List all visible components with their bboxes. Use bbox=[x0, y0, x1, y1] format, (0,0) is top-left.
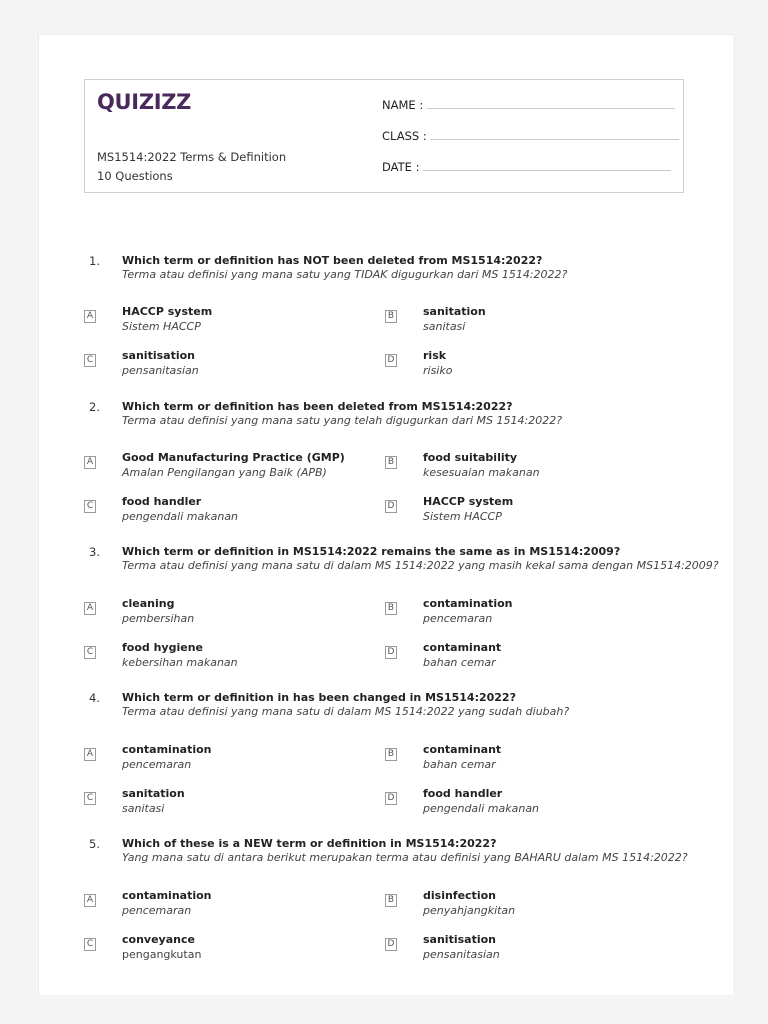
question-text: Which term or definition in MS1514:2022 remains the same as in MS1514:2009? bbox=[122, 545, 621, 558]
option-translation: pencemaran bbox=[122, 758, 192, 771]
option-letter-box: C bbox=[84, 792, 96, 805]
option-term: Good Manufacturing Practice (GMP) bbox=[122, 451, 345, 464]
option-translation: bahan cemar bbox=[423, 758, 496, 771]
question-translation: Terma atau definisi yang mana satu di dalam MS 1514:2022 yang masih kekal sama dengan MS1514:2009? bbox=[122, 559, 719, 572]
option-term: contamination bbox=[423, 597, 513, 610]
option-term: cleaning bbox=[122, 597, 175, 610]
option-term: disinfection bbox=[423, 889, 496, 902]
option-term: conveyance bbox=[122, 933, 195, 946]
option-term: sanitation bbox=[122, 787, 185, 800]
option-translation: sanitasi bbox=[122, 802, 165, 815]
option-translation: pensanitasian bbox=[423, 948, 500, 961]
question-translation: Terma atau definisi yang mana satu yang telah digugurkan dari MS 1514:2022? bbox=[122, 414, 563, 427]
date-field bbox=[382, 160, 671, 174]
option-term: food handler bbox=[423, 787, 503, 800]
option-translation: kebersihan makanan bbox=[122, 656, 238, 669]
option-letter-box: A bbox=[84, 456, 96, 469]
option-letter-box: B bbox=[385, 894, 397, 907]
option-letter-box: D bbox=[385, 792, 397, 805]
question-text: Which of these is a NEW term or definition in MS1514:2022? bbox=[122, 837, 497, 850]
option-letter-box: C bbox=[84, 938, 96, 951]
option-translation: Sistem HACCP bbox=[122, 320, 201, 333]
option-term: contaminant bbox=[423, 743, 502, 756]
question-number: 1. bbox=[89, 254, 100, 268]
option-letter-box: C bbox=[84, 500, 96, 513]
option-translation: bahan cemar bbox=[423, 656, 496, 669]
option-letter-box: B bbox=[385, 456, 397, 469]
option-letter-box: D bbox=[385, 646, 397, 659]
question-number: 4. bbox=[89, 691, 100, 705]
name-field bbox=[382, 98, 675, 112]
option-translation: penyahjangkitan bbox=[423, 904, 516, 917]
question-translation: Terma atau definisi yang mana satu yang TIDAK digugurkan dari MS 1514:2022? bbox=[122, 268, 568, 281]
option-translation: pensanitasian bbox=[122, 364, 199, 377]
option-letter-box: C bbox=[84, 646, 96, 659]
option-term: food handler bbox=[122, 495, 202, 508]
option-letter-box: A bbox=[84, 602, 96, 615]
option-translation: pembersihan bbox=[122, 612, 195, 625]
question-text: Which term or definition in has been changed in MS1514:2022? bbox=[122, 691, 516, 704]
option-letter-box: D bbox=[385, 500, 397, 513]
option-translation: pencemaran bbox=[122, 904, 192, 917]
class-label: CLASS : bbox=[382, 129, 427, 143]
option-term: sanitisation bbox=[423, 933, 496, 946]
question-number: 5. bbox=[89, 837, 100, 851]
option-letter-box: D bbox=[385, 938, 397, 951]
question-text: Which term or definition has been deleted from MS1514:2022? bbox=[122, 400, 513, 413]
option-term: contamination bbox=[122, 743, 212, 756]
option-letter-box: A bbox=[84, 310, 96, 323]
question-translation: Yang mana satu di antara berikut merupakan terma atau definisi yang BAHARU dalam MS 1514:2022? bbox=[122, 851, 688, 864]
option-term: risk bbox=[423, 349, 447, 362]
option-translation: pencemaran bbox=[423, 612, 493, 625]
question-text: Which term or definition has NOT been deleted from MS1514:2022? bbox=[122, 254, 543, 267]
option-term: HACCP system bbox=[122, 305, 213, 318]
option-translation: pengendali makanan bbox=[122, 510, 239, 523]
quizizz-logo: QUIZIZZ bbox=[97, 90, 192, 114]
class-field bbox=[382, 129, 679, 143]
question-number: 3. bbox=[89, 545, 100, 559]
option-term: sanitisation bbox=[122, 349, 195, 362]
name-line[interactable] bbox=[427, 107, 675, 109]
quiz-title: MS1514:2022 Terms & Definition bbox=[97, 150, 287, 164]
question-count: 10 Questions bbox=[97, 169, 173, 183]
date-line[interactable] bbox=[423, 169, 671, 171]
option-letter-box: C bbox=[84, 354, 96, 367]
option-letter-box: D bbox=[385, 354, 397, 367]
class-line[interactable] bbox=[431, 138, 679, 140]
worksheet-header bbox=[84, 79, 684, 193]
option-translation: kesesuaian makanan bbox=[423, 466, 540, 479]
date-label: DATE : bbox=[382, 160, 420, 174]
option-translation: pengangkutan bbox=[122, 948, 202, 961]
option-letter-box: B bbox=[385, 748, 397, 761]
option-term: food hygiene bbox=[122, 641, 204, 654]
option-letter-box: A bbox=[84, 748, 96, 761]
name-label: NAME : bbox=[382, 98, 424, 112]
option-translation: Sistem HACCP bbox=[423, 510, 502, 523]
option-term: contamination bbox=[122, 889, 212, 902]
question-number: 2. bbox=[89, 400, 100, 414]
option-translation: risiko bbox=[423, 364, 453, 377]
option-letter-box: B bbox=[385, 310, 397, 323]
option-translation: sanitasi bbox=[423, 320, 466, 333]
option-term: sanitation bbox=[423, 305, 486, 318]
option-letter-box: B bbox=[385, 602, 397, 615]
question-translation: Terma atau definisi yang mana satu di dalam MS 1514:2022 yang sudah diubah? bbox=[122, 705, 570, 718]
option-term: HACCP system bbox=[423, 495, 514, 508]
option-term: contaminant bbox=[423, 641, 502, 654]
option-term: food suitability bbox=[423, 451, 518, 464]
option-letter-box: A bbox=[84, 894, 96, 907]
option-translation: Amalan Pengilangan yang Baik (APB) bbox=[122, 466, 327, 479]
option-translation: pengendali makanan bbox=[423, 802, 540, 815]
